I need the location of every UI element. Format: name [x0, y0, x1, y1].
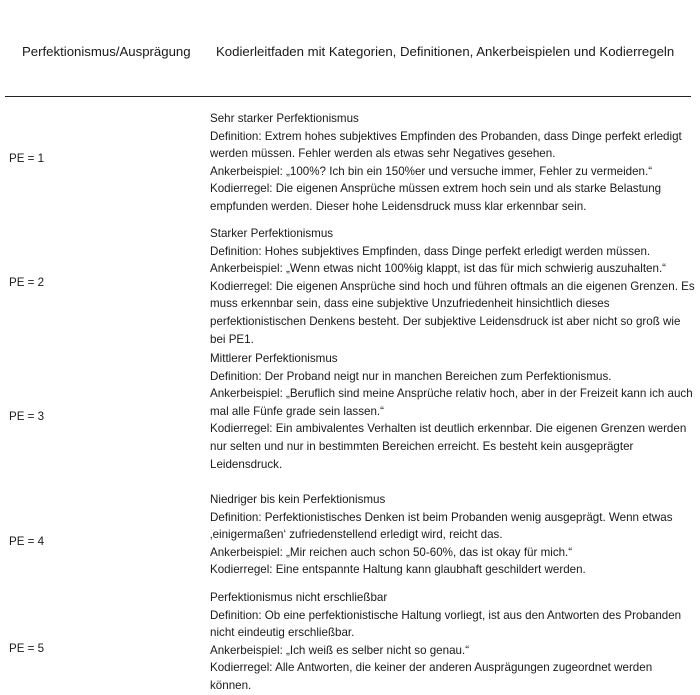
body-line: Definition: Perfektionistisches Denken ist beim Probanden wenig ausgeprägt. Wenn etwas: [210, 510, 673, 524]
body-line: Kodierregel: Ein ambivalentes Verhalten ist deutlich erkennbar. Die eigenen Grenzen werden: [210, 422, 687, 436]
row-body-pe4: [210, 491, 692, 579]
category-title: Perfektionismus nicht erschließbar: [210, 591, 388, 604]
row-body-pe2: [210, 225, 695, 348]
header-divider: [5, 96, 691, 97]
body-line: bei PE1.: [210, 332, 254, 346]
row-body-pe3: [210, 350, 692, 473]
body-line: muss erkennbar sein, dass eine subjektive Unzufriedenheit hinsichtlich dieses: [210, 297, 610, 311]
body-line: Definition: Extrem hohes subjektives Empfinden des Probanden, dass Dinge perfekt erledigt: [210, 129, 682, 143]
column-header-coding-guide: Kodierleitfaden mit Kategorien, Definitionen, Ankerbeispielen und Kodierregeln: [216, 44, 675, 59]
body-line: mal alle Fünfe grade sein lassen.“: [210, 404, 384, 418]
body-line: Ankerbeispiel: „Mir reichen auch schon 50-60%, das ist okay für mich.“: [210, 545, 573, 559]
row-code-pe2: PE = 2: [9, 276, 45, 289]
body-line: Ankerbeispiel: „Wenn etwas nicht 100%ig klappt, ist das für mich schwierig auszuhalten.“: [210, 262, 667, 276]
body-line: Definition: Ob eine perfektionistische Haltung vorliegt, ist aus den Antworten des Probanden: [210, 608, 682, 622]
body-line: empfunden werden. Dieser hohe Leidensdruck muss klar erkennbar sein.: [210, 199, 587, 213]
row-code-pe1: PE = 1: [9, 152, 45, 165]
body-line: perfektionistischen Denkens besteht. Der subjektive Leidensdruck ist aber nicht so groß wie: [210, 314, 681, 328]
body-line: Ankerbeispiel: „100%? Ich bin ein 150%er und versuche immer, Fehler zu vermeiden.“: [210, 164, 653, 178]
column-header-perfectionism: Perfektionismus/Ausprägung: [22, 44, 191, 59]
body-line: werden müssen. Fehler werden als etwas sehr Negatives gesehen.: [210, 147, 556, 161]
body-line: Kodierregel: Alle Antworten, die keiner der anderen Ausprägungen zugeordnet werden: [210, 661, 653, 675]
row-code-pe5: PE = 5: [9, 642, 45, 655]
body-line: nur selten und nur in bestimmten Bereichen erreicht. Es besteht kein ausgeprägter: [210, 439, 634, 453]
body-line: können.: [210, 678, 252, 692]
body-line: Leidensdruck.: [210, 457, 283, 471]
body-line: Kodierregel: Eine entspannte Haltung kann glaubhaft geschildert werden.: [210, 563, 586, 577]
category-title: Starker Perfektionismus: [210, 227, 334, 240]
body-line: Ankerbeispiel: „Beruflich sind meine Ansprüche relativ hoch, aber in der Freizeit kann ich auch: [210, 387, 693, 401]
row-code-pe4: PE = 4: [9, 535, 45, 548]
category-title: Sehr starker Perfektionismus: [210, 112, 359, 125]
body-line: Ankerbeispiel: „Ich weiß es selber nicht so genau.“: [210, 643, 470, 657]
body-line: nicht eindeutig erschließbar.: [210, 626, 355, 640]
body-line: Definition: Der Proband neigt nur in manchen Bereichen zum Perfektionismus.: [210, 369, 612, 383]
row-code-pe3: PE = 3: [9, 410, 45, 423]
body-line: Definition: Hohes subjektives Empfinden, dass Dinge perfekt erledigt werden müssen.: [210, 244, 651, 258]
category-title: Niedriger bis kein Perfektionismus: [210, 493, 386, 506]
row-body-pe1: [210, 110, 692, 216]
body-line: Kodierregel: Die eigenen Ansprüche müssen extrem hoch sein und als starke Belastung: [210, 182, 662, 196]
row-body-pe5: [210, 589, 692, 695]
category-title: Mittlerer Perfektionismus: [210, 352, 338, 365]
body-line: ‚einigermaßen‘ zufriedenstellend erledigt wird, reicht das.: [210, 528, 503, 542]
body-line: Kodierregel: Die eigenen Ansprüche sind hoch und führen oftmals an die eigenen Grenzen. Es: [210, 279, 695, 293]
